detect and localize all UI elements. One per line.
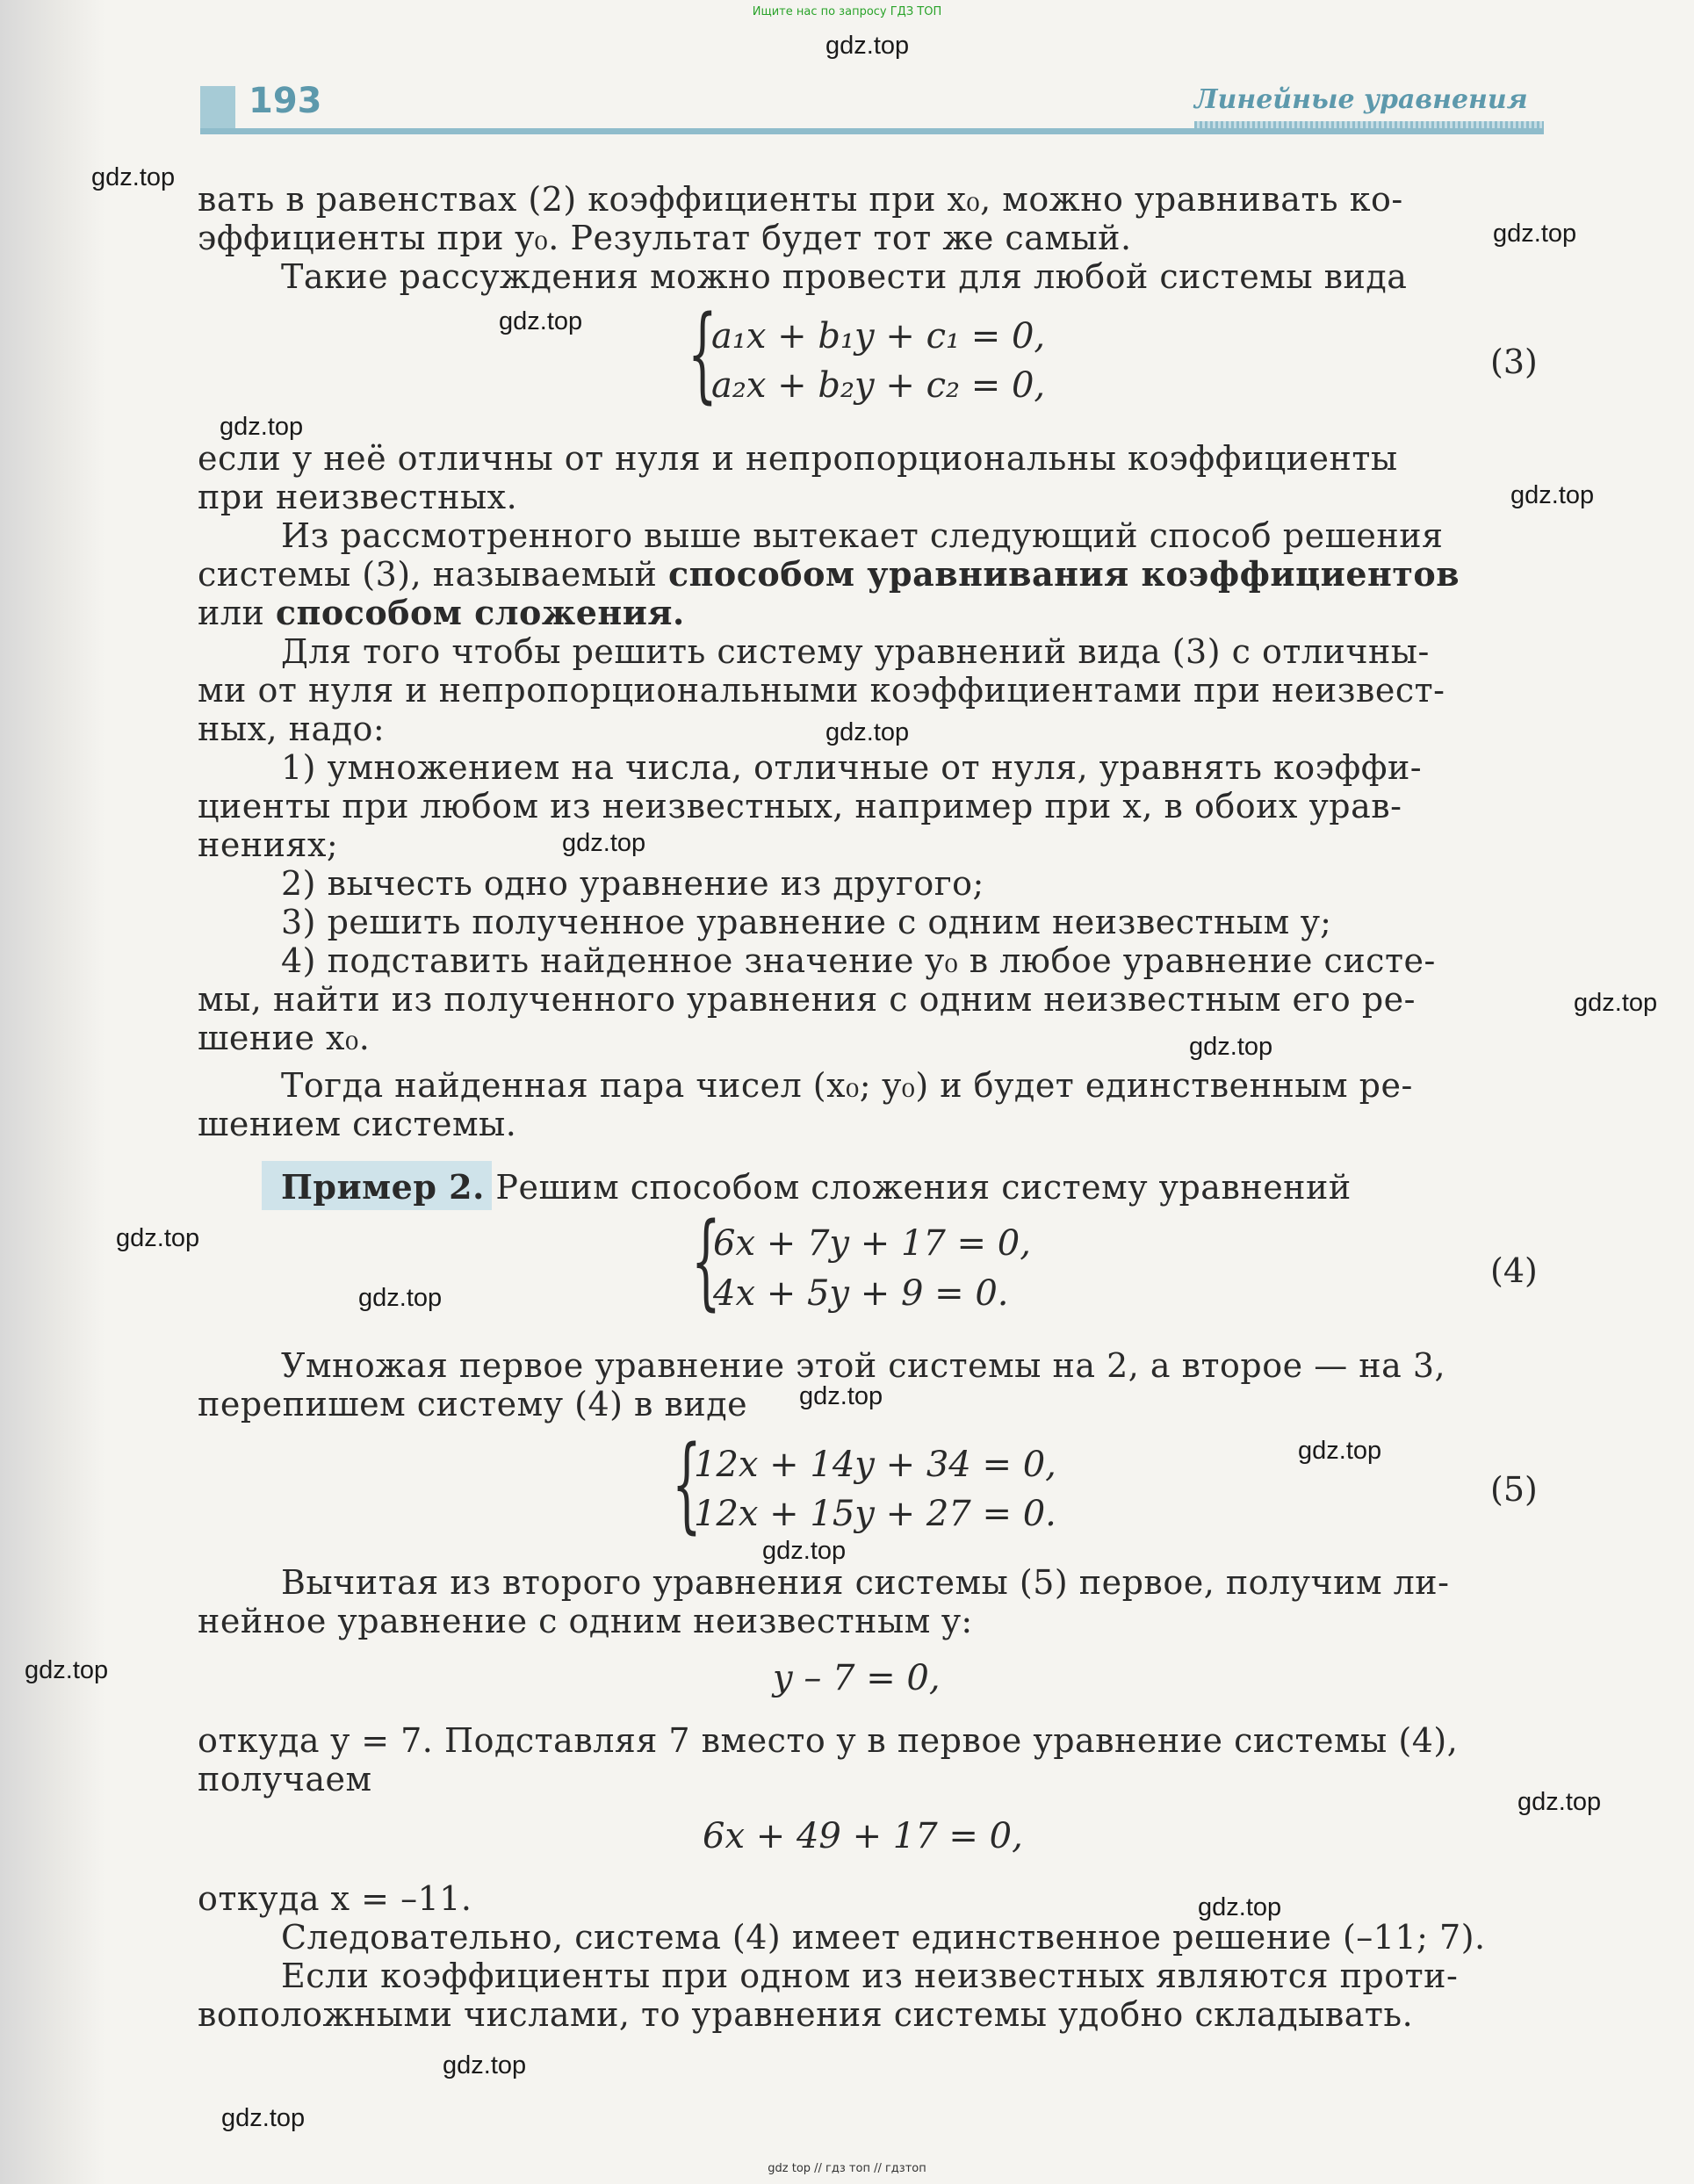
text-line: Если коэффициенты при одном из неизвестных являются проти- — [281, 1957, 1459, 1995]
system-brace: { — [672, 1423, 702, 1544]
text-line: нениях; — [198, 825, 339, 864]
header-rule — [200, 128, 1544, 134]
term-bold-period: . — [673, 593, 685, 632]
text-line: циенты при любом из неизвестных, например при x, в обоих урав- — [198, 787, 1402, 825]
text-line: вать в равенствах (2) коэффициенты при x₀, можно уравнивать ко- — [198, 180, 1403, 219]
text-span: или — [198, 594, 265, 632]
system-brace: { — [691, 1200, 721, 1321]
text-line: откуда x = –11. — [198, 1879, 472, 1918]
watermark: gdz.top — [825, 718, 910, 746]
text-line: шение x₀. — [198, 1019, 371, 1057]
equation-line: 12x + 15y + 27 = 0. — [694, 1494, 1056, 1534]
watermark: gdz.top — [1189, 1033, 1273, 1061]
top-banner: Ищите нас по запросу ГДЗ ТОП — [752, 5, 942, 18]
list-item: 2) вычесть одно уравнение из другого; — [281, 864, 984, 903]
watermark: gdz.top — [799, 1382, 883, 1410]
term-bold: способом уравнивания коэффициентов — [667, 554, 1460, 594]
equation-label: (3) — [1490, 342, 1538, 381]
watermark: gdz.top — [116, 1224, 200, 1252]
watermark: gdz.top — [762, 1537, 847, 1565]
text-span: Решим способом сложения систему уравнений — [495, 1168, 1352, 1207]
text-span: системы (3), называемый — [198, 555, 658, 594]
watermark: gdz.top — [1574, 989, 1658, 1017]
example-label: Пример 2. — [281, 1167, 485, 1207]
page-number-marker — [200, 86, 235, 128]
equation-line: a₂x + b₂y + c₂ = 0, — [711, 365, 1046, 406]
term-bold: способом сложения — [275, 593, 673, 632]
watermark: gdz.top — [220, 413, 304, 441]
text-line: Тогда найденная пара чисел (x₀; y₀) и будет единственным ре- — [281, 1066, 1413, 1105]
text-line: если у неё отличны от нуля и непропорциональны коэффициенты — [198, 439, 1398, 478]
watermark: gdz.top — [221, 2104, 306, 2132]
text-line — [281, 1168, 1352, 1207]
text-line: Вычитая из второго уравнения системы (5) первое, получим ли- — [281, 1563, 1450, 1602]
watermark: gdz.top — [562, 829, 646, 857]
system-brace: { — [688, 292, 717, 414]
equation-label: (4) — [1490, 1251, 1538, 1290]
text-line: откуда y = 7. Подставляя 7 вместо y в первое уравнение системы (4), — [198, 1721, 1459, 1760]
text-line — [198, 594, 685, 632]
text-line: ных, надо: — [198, 710, 386, 748]
equation-line: y – 7 = 0, — [773, 1658, 941, 1698]
equation-line: 6x + 49 + 17 = 0, — [703, 1816, 1023, 1856]
text-line: Для того чтобы решить систему уравнений вида (3) с отличны- — [281, 632, 1430, 671]
book-spine-shadow — [0, 0, 105, 2184]
equation-line: 12x + 14y + 34 = 0, — [694, 1445, 1056, 1485]
equation-line: 6x + 7y + 17 = 0, — [713, 1223, 1031, 1264]
list-item: 4) подставить найденное значение y₀ в любое уравнение систе- — [281, 941, 1436, 980]
watermark: gdz.top — [1493, 220, 1577, 248]
list-item: 1) умножением на числа, отличные от нуля, уравнять коэффи- — [281, 748, 1423, 787]
text-line: Такие рассуждения можно провести для любой системы вида — [281, 257, 1408, 296]
watermark: gdz.top — [443, 2051, 527, 2079]
text-line: при неизвестных. — [198, 478, 518, 516]
watermark: gdz.top — [91, 163, 176, 191]
footer-watermark: gdz top // гдз топ // гдзтоп — [768, 2162, 926, 2175]
watermark: gdz.top — [499, 307, 583, 335]
watermark: gdz.top — [25, 1656, 109, 1684]
text-line: эффициенты при y₀. Результат будет тот же самый. — [198, 219, 1132, 257]
text-line: ми от нуля и непропорциональными коэффициентами при неизвест- — [198, 671, 1445, 710]
text-line: получаем — [198, 1760, 372, 1798]
list-item: 3) решить полученное уравнение с одним неизвестным y; — [281, 903, 1332, 941]
text-line: Следовательно, система (4) имеет единственное решение (–11; 7). — [281, 1918, 1486, 1957]
page-number: 193 — [249, 81, 322, 121]
text-line: Умножая первое уравнение этой системы на 2, а второе — на 3, — [281, 1346, 1446, 1385]
text-line: перепишем систему (4) в виде — [198, 1385, 748, 1424]
equation-label: (5) — [1490, 1470, 1538, 1509]
text-line — [198, 555, 1460, 594]
text-line: Из рассмотренного выше вытекает следующий способ решения — [281, 516, 1444, 555]
watermark: gdz.top — [1510, 481, 1595, 509]
chapter-title: Линейные уравнения — [1194, 84, 1528, 115]
text-line: мы, найти из полученного уравнения с одним неизвестным его ре- — [198, 980, 1416, 1019]
text-line: нейное уравнение с одним неизвестным y: — [198, 1602, 973, 1640]
watermark: gdz.top — [1198, 1893, 1282, 1921]
equation-line: a₁x + b₁y + c₁ = 0, — [711, 316, 1046, 357]
watermark: gdz.top — [358, 1284, 443, 1312]
equation-line: 4x + 5y + 9 = 0. — [713, 1273, 1009, 1314]
text-line: воположными числами, то уравнения системы удобно складывать. — [198, 1995, 1414, 2034]
watermark: gdz.top — [825, 32, 910, 60]
header-rule-pattern — [1194, 121, 1544, 128]
watermark: gdz.top — [1298, 1437, 1382, 1465]
text-line: шением системы. — [198, 1105, 517, 1143]
watermark: gdz.top — [1517, 1788, 1602, 1816]
